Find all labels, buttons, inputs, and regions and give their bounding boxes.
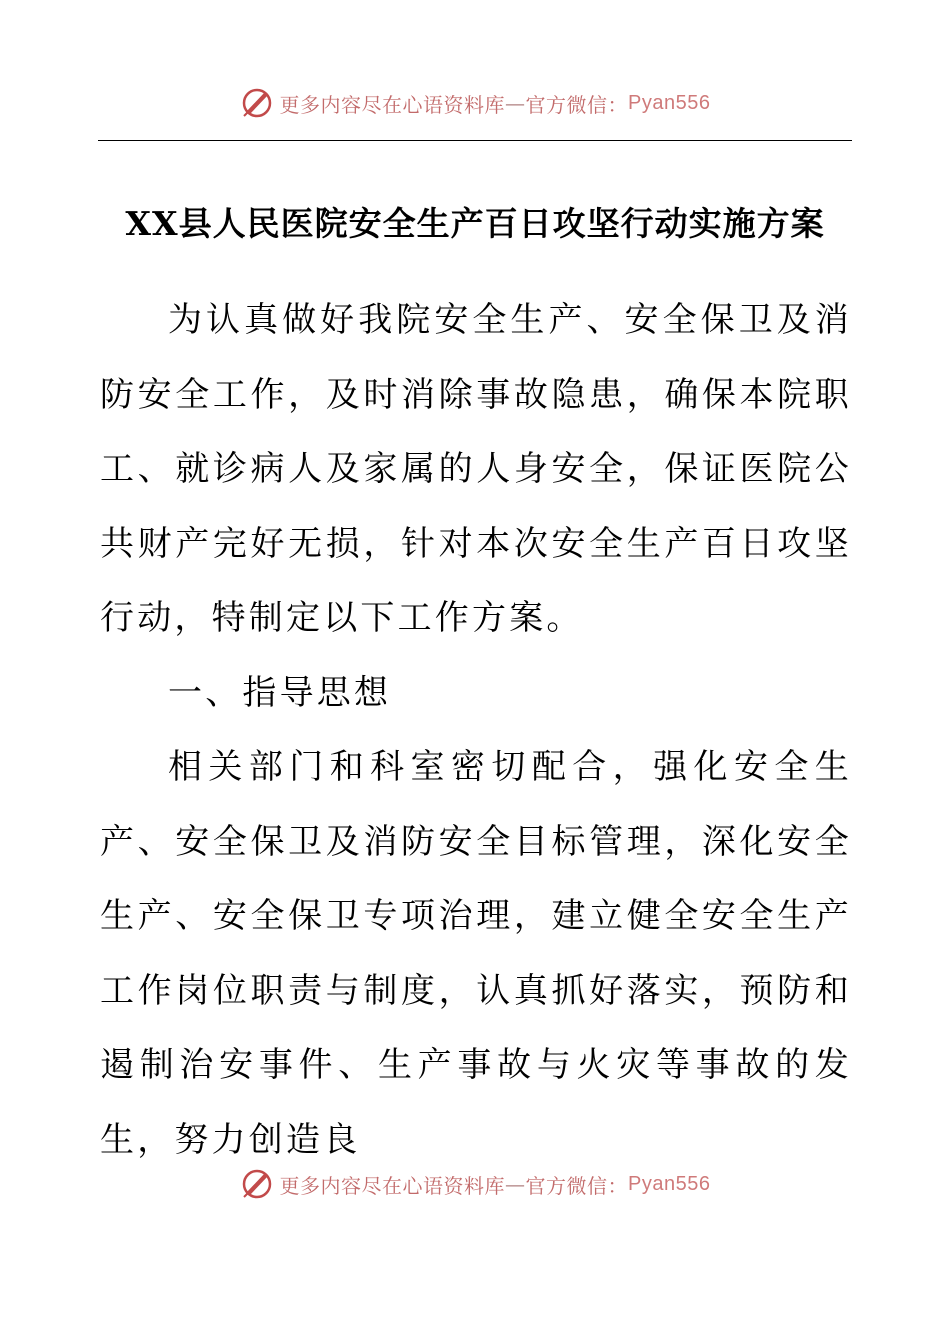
watermark-suffix: 官方微信： xyxy=(525,92,629,117)
watermark-separator: — xyxy=(505,1172,526,1196)
document-title: XX县人民医院安全生产百日攻坚行动实施方案 xyxy=(125,204,825,243)
watermark-suffix: 官方微信： xyxy=(525,1173,629,1198)
guiding-ideology-paragraph: 相关部门和科室密切配合，强化安全生产、安全保卫及消防安全目标管理，深化安全生产、安全保卫专项治理，建立健全安全生产工作岗位职责与制度，认真抓好落实，预防和遏制治安事件、生产事故与火灾等事故的发生，努力创造良 xyxy=(100,747,852,1160)
document-body xyxy=(100,283,852,1177)
watermark-main-text: 更多内容尽在心语资料库 xyxy=(279,92,506,117)
intro-paragraph: 为认真做好我院安全生产、安全保卫及消防安全工作，及时消除事故隐患，确保本院职工、就诊病人及家属的人身安全，保证医院公共财产完好无损，针对本次安全生产百日攻坚行动，特制定以下工作方案。 xyxy=(100,300,852,638)
watermark-separator: — xyxy=(505,91,526,115)
header-watermark xyxy=(0,83,950,123)
quill-pen-circle-icon xyxy=(240,1167,274,1201)
quill-pen-circle-icon xyxy=(240,86,274,120)
watermark-wechat-id: Pyan556 xyxy=(628,91,711,114)
section-heading-guiding-ideology: 一、指导思想 xyxy=(168,672,392,713)
header-rule xyxy=(98,140,852,141)
watermark-main-text: 更多内容尽在心语资料库 xyxy=(279,1173,506,1198)
watermark-wechat-id: Pyan556 xyxy=(628,1172,711,1195)
footer-watermark xyxy=(0,1164,950,1204)
